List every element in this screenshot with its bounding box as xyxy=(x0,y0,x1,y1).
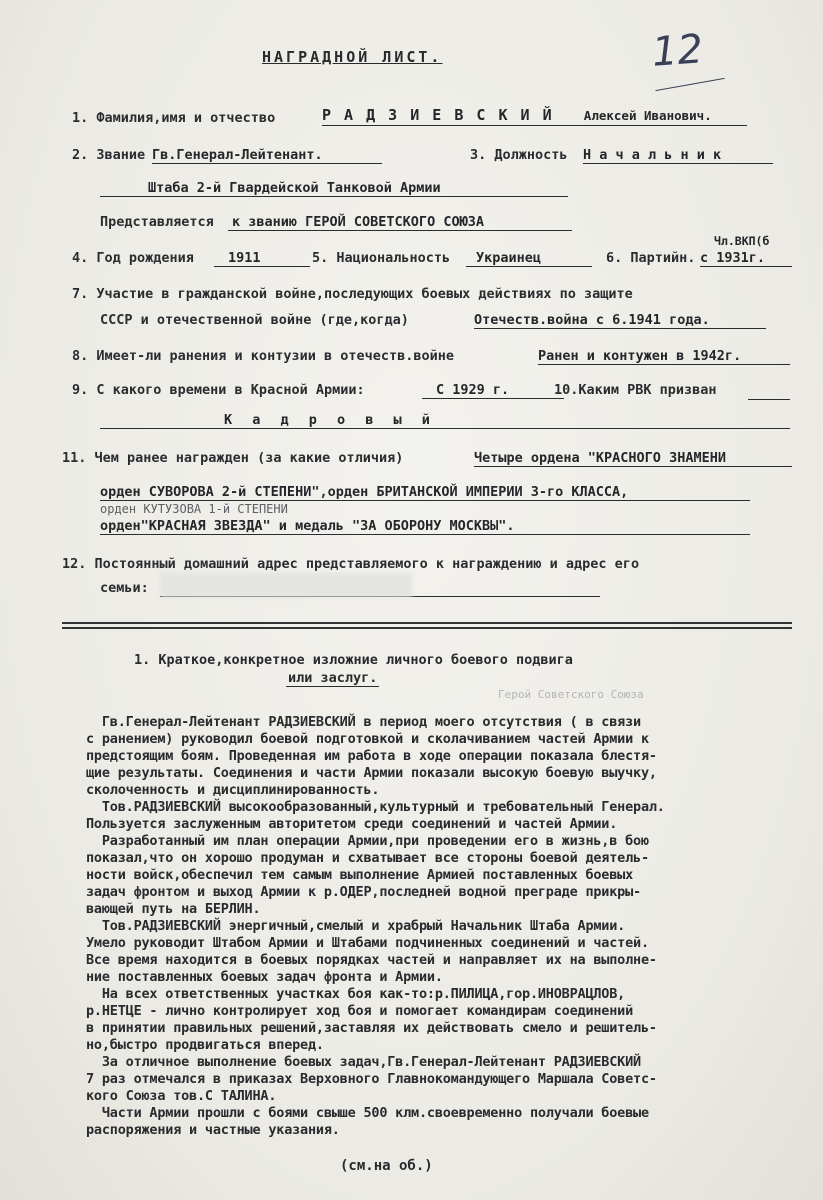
field-10-label: 10.Каким РВК призван xyxy=(554,382,717,398)
field-9-label: 9. С какого времени в Красной Армии: xyxy=(72,382,365,398)
field-3-continuation: Штаба 2-й Гвардейской Танковой Армии xyxy=(100,180,568,197)
section-divider-bottom xyxy=(62,627,792,629)
field-1-surname: Р А Д З И Е В С К И Й xyxy=(322,106,554,124)
field-11-value-line2: орден СУВОРОВА 2-й СТЕПЕНИ",орден БРИТАНСКОЙ ИМПЕРИИ 3-го КЛАССА, xyxy=(100,484,750,501)
body-line: с ранением) руководил боевой подготовкой и сколачиванием частей Армии к xyxy=(86,731,649,747)
see-reverse-note: (см.на об.) xyxy=(340,1158,433,1174)
body-line: Все время находится в боевых порядках частей и направляет их на выполне- xyxy=(86,952,657,968)
presented-value: к званию ГЕРОЙ СОВЕТСКОГО СОЮЗА xyxy=(228,214,572,231)
narrative-body xyxy=(86,714,665,1139)
field-11-value-line3: орден КУТУЗОВА 1-й СТЕПЕНИ xyxy=(100,502,288,516)
field-3-label: 3. Должность xyxy=(470,147,568,163)
field-1-value-line xyxy=(322,106,747,126)
field-11-value-line4: орден"КРАСНАЯ ЗВЕЗДА" и медаль "ЗА ОБОРОНУ МОСКВЫ". xyxy=(100,518,750,535)
field-6-value: с 1931г. xyxy=(700,250,792,267)
body-line: За отличное выполнение боевых задач,Гв.Генерал-Лейтенант РАДЗИЕВСКИЙ xyxy=(86,1054,641,1070)
field-4-label: 4. Год рождения xyxy=(72,250,194,266)
section-divider-top xyxy=(62,622,792,624)
faint-stamp-text: Герой Советского Союза xyxy=(498,688,644,701)
body-line: Части Армии прошли с боями свыше 500 клм.своевременно получали боевые xyxy=(86,1105,649,1121)
body-line: На всех ответственных участках боя как-то:р.ПИЛИЦА,гор.ИНОВРАЦЛОВ, xyxy=(86,986,626,1002)
body-line: Пользуется заслуженным авторитетом среди соединений и частей Армии. xyxy=(86,816,618,832)
body-line: 7 раз отмечался в приказах Верховного Главнокомандующего Маршала Советс- xyxy=(86,1071,657,1087)
field-7-label-line1: 7. Участие в гражданской войне,последующих боевых действиях по защите xyxy=(72,286,633,302)
field-11-value-line1: Четыре ордена "КРАСНОГО ЗНАМЕНИ xyxy=(474,450,792,467)
body-line: предстоящим боям. Проведенная им работа в ходе операции показала блестя- xyxy=(86,748,657,764)
body-line: р.НЕТЦЕ - лично контролирует ход боя и помогает командирам соединений xyxy=(86,1003,634,1019)
field-12-label-line2: семьи: xyxy=(100,580,149,596)
field-7-label-line2: СССР и отечественной войне (где,когда) xyxy=(100,312,409,328)
body-line: показал,что он хорошо продуман и схватывает все стороны боевой деятель- xyxy=(86,850,649,866)
field-6-label: 6. Партийн. xyxy=(606,250,696,266)
body-line: Умело руководит Штабом Армии и Штабами подчиненных соединений и частей. xyxy=(86,935,649,951)
field-5-label: 5. Национальность xyxy=(312,250,451,266)
field-12-label-line1: 12. Постоянный домашний адрес представляемого к награждению и адрес его xyxy=(62,556,640,572)
body-line: задач фронтом и выход Армии к р.ОДЕР,последней водной преграде прикры- xyxy=(86,884,641,900)
body-line: распоряжения и частные указания. xyxy=(86,1122,340,1138)
document-title: НАГРАДНОЙ ЛИСТ. xyxy=(262,48,443,66)
field-10-line-end xyxy=(748,382,790,400)
field-1-name: Алексей Иванович. xyxy=(583,108,712,123)
body-line: сколоченность и дисциплинированность. xyxy=(86,782,380,798)
body-line: кого Союза тов.С ТАЛИНА. xyxy=(86,1088,277,1104)
field-6-note: Чл.ВКП(б xyxy=(714,234,770,248)
section-title-line1: 1. Краткое,конкретное изложние личного боевого подвига xyxy=(134,652,573,668)
body-line: в принятии правильных решений,заставляя их действовать смело и решитель- xyxy=(86,1020,657,1036)
field-7-value: Отечеств.война с 6.1941 года. xyxy=(474,312,766,329)
body-line: щие результаты. Соединения и части Армии показали высокую боевую выучку, xyxy=(86,765,657,781)
body-line: Тов.РАДЗИЕВСКИЙ высокообразованный,культурный и требовательный Генерал. xyxy=(86,799,665,815)
field-5-value: Украинец xyxy=(466,250,592,267)
field-8-label: 8. Имеет-ли ранения и контузии в отечеств.войне xyxy=(72,348,455,364)
field-10-value: К а д р о в ы й xyxy=(100,412,790,429)
field-9-value: С 1929 г. xyxy=(422,382,564,399)
body-line: но,быстро продвигаться вперед. xyxy=(86,1037,324,1053)
handwritten-page-number: 12 xyxy=(650,26,705,76)
body-line: ние поставленных боевых задач фронта и Армии. xyxy=(86,969,443,985)
body-line: Гв.Генерал-Лейтенант РАДЗИЕВСКИЙ в период моего отсутствия ( в связи xyxy=(86,714,641,730)
field-8-value: Ранен и контужен в 1942г. xyxy=(538,348,790,365)
field-4-value: 1911 xyxy=(214,250,310,267)
field-2-label: 2. Звание xyxy=(72,147,146,163)
body-line: ности войск,обеспечил тем самым выполнение Армией поставленных боевых xyxy=(86,867,634,883)
presented-label: Представляется xyxy=(100,214,214,230)
redacted-address xyxy=(160,573,412,597)
field-1-label: 1. Фамилия,имя и отчество xyxy=(72,110,276,126)
field-11-label: 11. Чем ранее награжден (за какие отличия) xyxy=(62,450,404,466)
field-3-value: Н а ч а л ь н и к xyxy=(583,147,773,164)
body-line: Тов.РАДЗИЕВСКИЙ энергичный,смелый и храбрый Начальник Штаба Армии. xyxy=(86,918,626,934)
section-title-line2: или заслуг. xyxy=(288,670,378,686)
body-line: Разработанный им план операции Армии,при проведении его в жизнь,в бою xyxy=(86,833,649,849)
body-line: вающей путь на БЕРЛИН. xyxy=(86,901,261,917)
handwritten-underline xyxy=(655,78,724,91)
field-2-value: Гв.Генерал-Лейтенант. xyxy=(152,147,382,164)
